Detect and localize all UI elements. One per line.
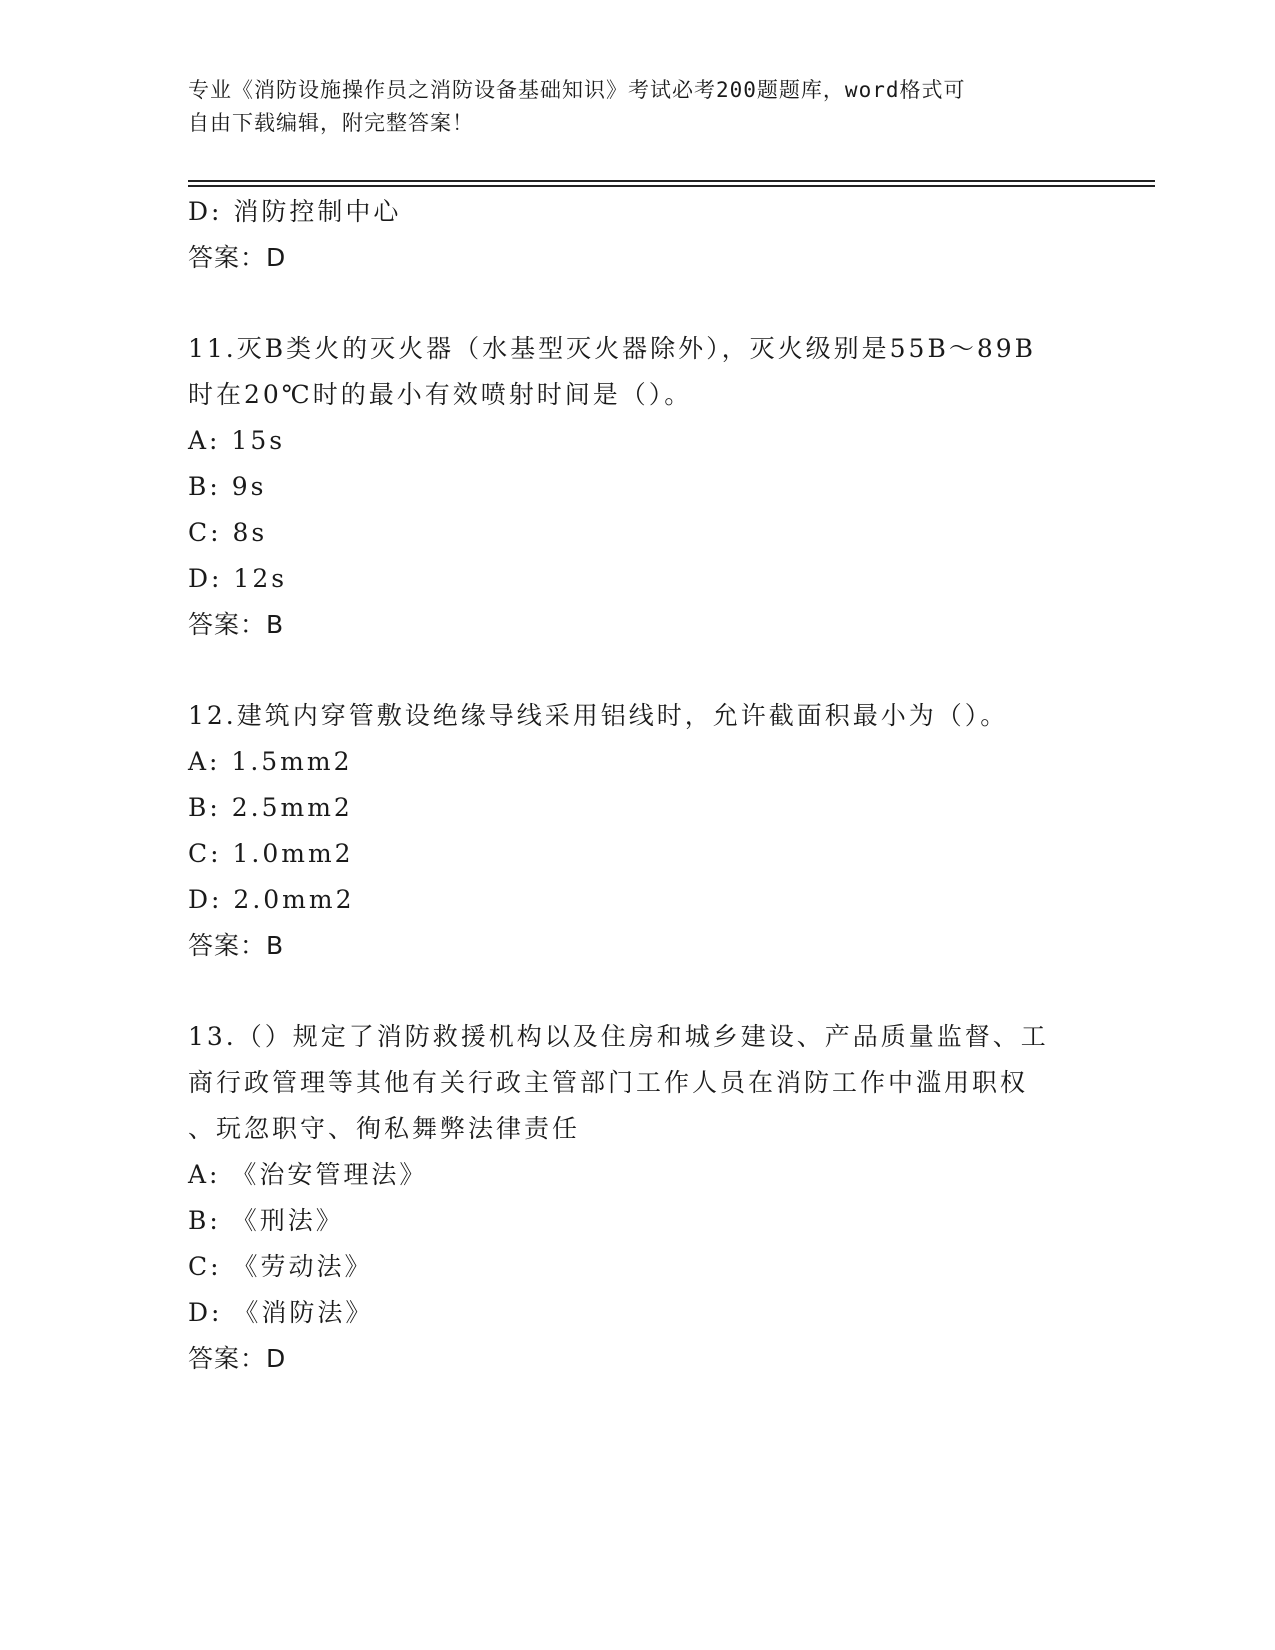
q13-answer: 答案：D	[188, 1344, 287, 1373]
header-line-2: 自由下载编辑，附完整答案！	[188, 111, 474, 135]
q13-text-line-1: 13.（）规定了消防救援机构以及住房和城乡建设、产品质量监督、工	[188, 1022, 1049, 1051]
q13-option-a: A: 《治安管理法》	[188, 1160, 428, 1189]
header-divider-bottom	[188, 185, 1155, 187]
prev-answer: 答案：D	[188, 243, 287, 272]
q11-option-c: C: 8s	[188, 518, 268, 547]
q13-text-line-3: 、玩忽职守、徇私舞弊法律责任	[188, 1114, 581, 1143]
q11-option-b: B: 9s	[188, 472, 267, 501]
question-12	[188, 693, 1088, 969]
question-list	[188, 189, 1088, 1382]
spacer	[188, 969, 1088, 1014]
q11-text-line-2: 时在20℃时的最小有效喷射时间是（）。	[188, 380, 693, 409]
q12-text-line-1: 12.建筑内穿管敷设绝缘导线采用铝线时，允许截面积最小为（）。	[188, 701, 1009, 730]
q12-option-b: B: 2.5mm2	[188, 793, 353, 822]
q12-option-c: C: 1.0mm2	[188, 839, 354, 868]
q11-answer: 答案：B	[188, 610, 285, 639]
spacer	[188, 281, 1088, 326]
q13-option-b: B: 《刑法》	[188, 1206, 344, 1235]
question-13	[188, 1014, 1088, 1382]
header-line-1: 专业《消防设施操作员之消防设备基础知识》考试必考200题题库，word格式可	[188, 78, 966, 102]
q11-text-line-1: 11.灭B类火的灭火器（水基型灭火器除外），灭火级别是55B～89B	[188, 334, 1036, 363]
q13-option-d: D: 《消防法》	[188, 1298, 374, 1327]
q12-option-d: D: 2.0mm2	[188, 885, 355, 914]
prev-option-d: D: 消防控制中心	[188, 197, 402, 226]
q11-option-d: D: 12s	[188, 564, 288, 593]
document-header	[188, 74, 1088, 140]
q11-option-a: A: 15s	[188, 426, 286, 455]
q12-option-a: A: 1.5mm2	[188, 747, 353, 776]
header-divider-top	[188, 180, 1155, 182]
question-11	[188, 326, 1088, 648]
q12-answer: 答案：B	[188, 931, 285, 960]
q13-option-c: C: 《劳动法》	[188, 1252, 373, 1281]
q13-text-line-2: 商行政管理等其他有关行政主管部门工作人员在消防工作中滥用职权	[188, 1068, 1029, 1097]
spacer	[188, 648, 1088, 693]
